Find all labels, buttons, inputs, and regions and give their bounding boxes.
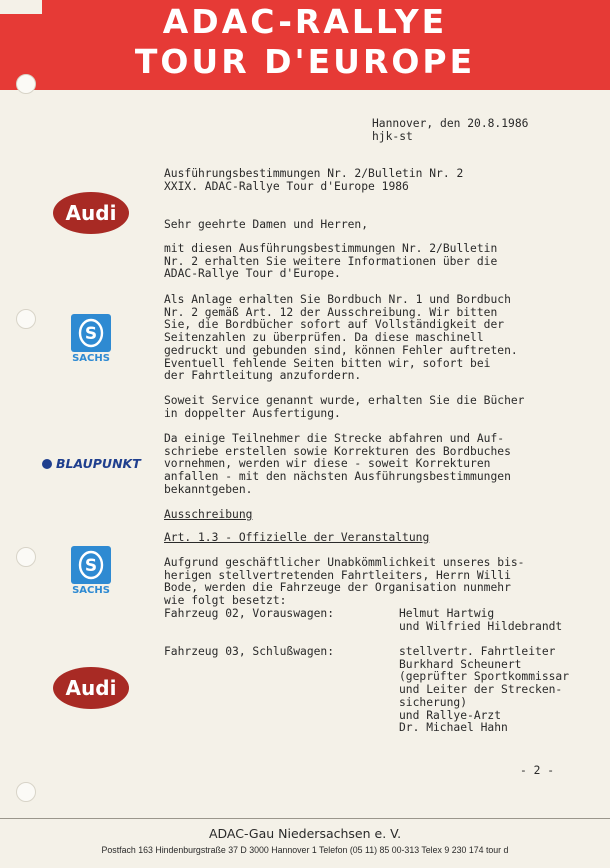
paragraph xyxy=(164,433,511,497)
text-line: Sie, die Bordbücher sofort auf Vollständigkeit der xyxy=(164,318,505,332)
crew-line: und Rallye-Arzt xyxy=(399,708,502,722)
punch-hole xyxy=(16,74,36,94)
text-line: in doppelter Ausfertigung. xyxy=(164,406,341,420)
text-line: mit diesen Ausführungsbestimmungen Nr. 2/Bulletin xyxy=(164,242,498,255)
letter-header xyxy=(372,118,528,143)
sachs-mark-icon xyxy=(71,314,111,352)
footer-divider xyxy=(0,818,610,819)
punch-hole xyxy=(16,309,36,329)
page-number: - 2 - xyxy=(520,764,555,777)
subject-line: Ausführungsbestimmungen Nr. 2/Bulletin Nr. 2 xyxy=(164,167,464,180)
crew-line: Burkhard Scheunert xyxy=(399,657,522,671)
text-line: Seitenzahlen zu überprüfen. Da diese maschinell xyxy=(164,331,484,345)
crew-line: Helmut Hartwig xyxy=(399,607,495,620)
blaupunkt-dot-icon xyxy=(42,459,52,469)
blaupunkt-logo xyxy=(42,456,141,472)
audi-logo: Audi xyxy=(53,667,129,709)
vehicle-label: Fahrzeug 03, Schlußwagen: xyxy=(164,645,335,658)
title-banner xyxy=(0,0,610,90)
subject-line: XXIX. ADAC-Rallye Tour d'Europe 1986 xyxy=(164,179,409,193)
banner-title-line1: ADAC-RALLYE xyxy=(162,2,448,41)
sachs-label: SACHS xyxy=(72,585,110,596)
text-line: wie folgt besetzt: xyxy=(164,594,287,608)
text-line: schriebe erstellen sowie Korrekturen des Bordbuches xyxy=(164,444,511,458)
punch-hole xyxy=(16,547,36,567)
crew-line: (geprüfter Sportkommissar xyxy=(399,670,570,684)
text-line: Nr. 2 gemäß Art. 12 der Ausschreibung. Wir bitten xyxy=(164,305,498,319)
sachs-logo xyxy=(69,546,113,597)
vehicle-label: Fahrzeug 02, Vorauswagen: xyxy=(164,607,335,620)
vehicle-crew xyxy=(399,646,569,735)
paragraph xyxy=(164,395,524,420)
text-line: Als Anlage erhalten Sie Bordbuch Nr. 1 und Bordbuch xyxy=(164,293,511,306)
text-line: der Fahrtleitung anzufordern. xyxy=(164,369,362,383)
section-heading: Ausschreibung xyxy=(164,508,253,521)
place-date: Hannover, den 20.8.1986 xyxy=(372,117,529,130)
paragraph xyxy=(164,557,524,608)
subject-block xyxy=(164,168,463,193)
article-heading: Art. 1.3 - Offizielle der Veranstaltung xyxy=(164,531,430,544)
svg-text:S: S xyxy=(84,556,98,576)
svg-text:S: S xyxy=(84,324,98,344)
torn-corner xyxy=(0,0,42,14)
crew-line: und Wilfried Hildebrandt xyxy=(399,619,563,633)
text-line: Aufgrund geschäftlicher Unabkömmlichkeit unseres bis- xyxy=(164,556,525,569)
text-line: bekanntgeben. xyxy=(164,482,253,496)
banner-title-line2: TOUR D'EUROPE xyxy=(134,42,476,81)
crew-line: sicherung) xyxy=(399,695,468,709)
punch-hole xyxy=(16,782,36,802)
blaupunkt-label: BLAUPUNKT xyxy=(56,456,141,471)
footer-organization: ADAC-Gau Niedersachsen e. V. xyxy=(208,826,402,841)
crew-line: Dr. Michael Hahn xyxy=(399,721,508,735)
text-line: Bode, werden die Fahrzeuge der Organisation nunmehr xyxy=(164,581,511,595)
crew-line: und Leiter der Strecken- xyxy=(399,683,563,697)
sachs-mark-icon xyxy=(71,546,111,584)
text-line: Soweit Service genannt wurde, erhalten Sie die Bücher xyxy=(164,394,525,407)
sachs-label: SACHS xyxy=(72,353,110,364)
paragraph xyxy=(164,294,518,383)
vehicle-crew xyxy=(399,608,562,633)
crew-line: stellvertr. Fahrtleiter xyxy=(399,645,556,658)
greeting: Sehr geehrte Damen und Herren, xyxy=(164,218,369,231)
paragraph xyxy=(164,243,497,281)
text-line: Nr. 2 erhalten Sie weitere Informationen über die xyxy=(164,254,498,268)
text-line: Da einige Teilnehmer die Strecke abfahren und Auf- xyxy=(164,432,505,445)
text-line: anfallen - mit den nächsten Ausführungsbestimmungen xyxy=(164,470,511,484)
reference-code: hjk-st xyxy=(372,129,413,143)
text-line: herigen stellvertretenden Fahrtleiters, Herrn Willi xyxy=(164,568,511,582)
audi-logo: Audi xyxy=(53,192,129,234)
text-line: Eventuell fehlende Seiten bitten wir, sofort bei xyxy=(164,356,491,370)
text-line: gedruckt und gebunden sind, können Fehler auftreten. xyxy=(164,343,518,357)
footer-address: Postfach 163 Hindenburgstraße 37 D 3000 Hannover 1 Telefon (05 11) 85 00-313 Telex 9 230 174 tour d xyxy=(101,845,509,855)
text-line: vornehmen, werden wir diese - soweit Korrekturen xyxy=(164,457,491,471)
sachs-logo xyxy=(69,314,113,365)
text-line: ADAC-Rallye Tour d'Europe. xyxy=(164,267,341,281)
